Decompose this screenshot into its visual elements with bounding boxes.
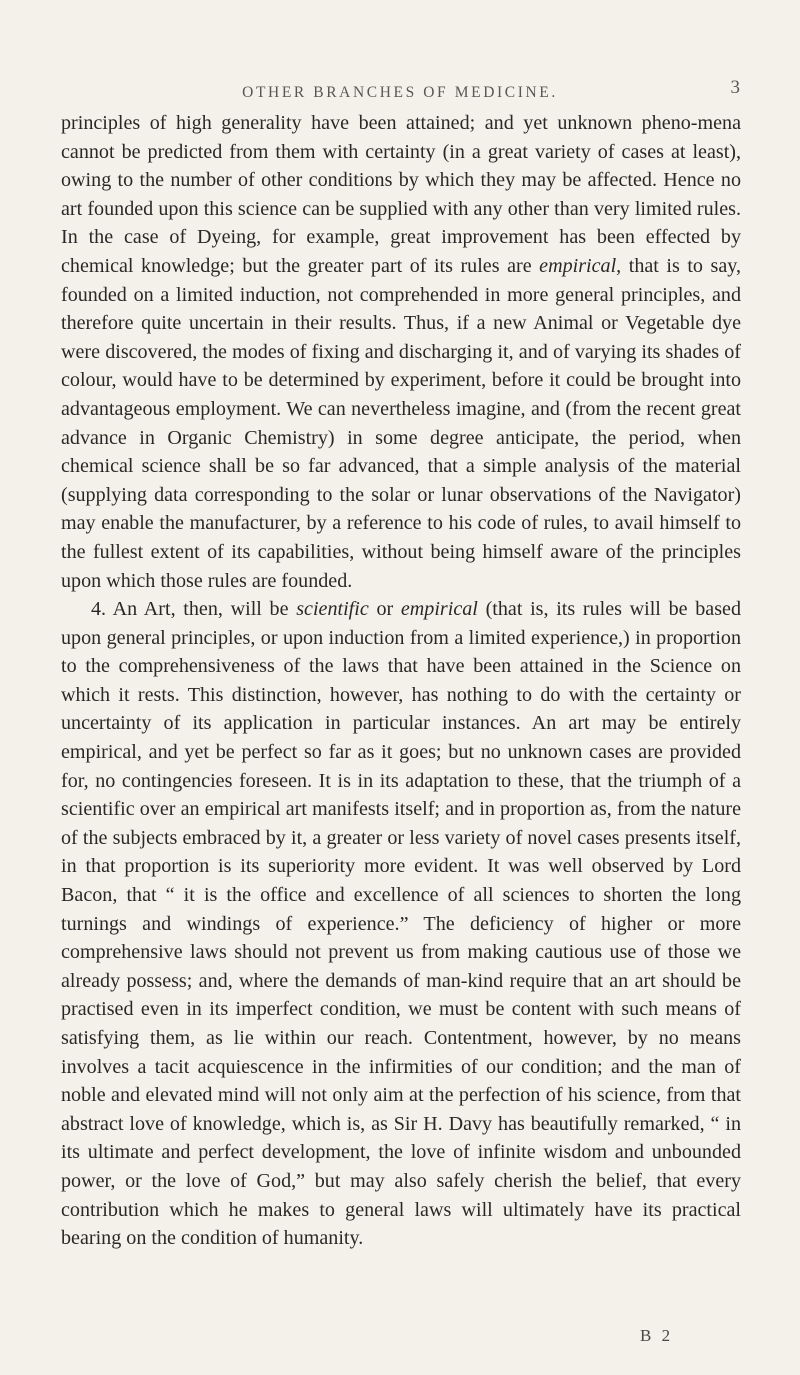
- page-number: 3: [730, 77, 740, 98]
- running-head: OTHER BRANCHES OF MEDICINE.: [242, 84, 558, 101]
- emphasis-scientific: scientific: [296, 598, 369, 621]
- paragraph-text: or: [368, 598, 401, 621]
- signature-mark: B 2: [640, 1326, 674, 1345]
- emphasis-empirical: empirical: [400, 598, 478, 621]
- paragraph-text: that is to say, founded on a limited induction, not comprehended in more general principles, and therefore quite uncertain in their results. Thus, if a new Animal or Vegetable dye were discovered, the modes of fixing and discharging it, and of varying its shades of colour, would have to be determined by experiment, before it could be brought into advantageous employment. We can nevertheless imagine, and (from the recent great advance in Organic Chemistry) in some degree anticipate, the period, when chemical science shall be so far advanced, that a simple analysis of the material (supplying data corresponding to the solar or lunar observations of the Navigator) may enable the manufacturer, by a reference to his code of rules, to avail himself to the fullest extent of its capabilities, without being himself aware of the principles upon which those rules are founded.: [61, 254, 742, 592]
- paragraph-text: principles of high generality have been attained; and yet unknown pheno-mena cannot be predicted from them with certainty (in a great variety of cases at least), owing to the number of other conditions by which they may be affected. Hence no art founded upon this science can be supplied with any other than very limited rules. In the case of Dyeing, for example, great improvement has been effected by chemical knowledge; but the greater part of its rules are: [61, 112, 741, 277]
- paragraph-text: 4. An Art, then, will be: [91, 598, 297, 621]
- paragraph-continued: [61, 109, 741, 595]
- emphasis-empirical: empirical,: [539, 254, 622, 277]
- body-text: [61, 109, 741, 1253]
- paragraph-text: (that is, its rules will be based upon general principles, or upon induction from a limited experience,) in proportion to the comprehensiveness of the laws that have been attained in the Science on which it rests. This distinction, however, has nothing to do with the certainty or uncertainty of its application in particular instances. An art may be entirely empirical, and yet be perfect so far as it goes; but no unknown cases are provided for, no contingencies foreseen. It is in its adaptation to these, that the triumph of a scientific over an empirical art manifests itself; and in proportion as, from the nature of the subjects embraced by it, a greater or less variety of novel cases presents itself, in that proportion is its superiority more evident. It was well observed by Lord Bacon, that “ it is the office and excellence of all sciences to shorten the long turnings and windings of experience.” The deficiency of higher or more comprehensive laws should not prevent us from making cautious use of those we already possess; and, where the demands of man-kind require that an art should be practised even in its imperfect condition, we must be content with such means of satisfying them, as lie within our reach. Contentment, however, by no means involves a tacit acquiescence in the infirmities of our condition; and the man of noble and elevated mind will not only aim at the perfection of his science, from that abstract love of knowledge, which is, as Sir H. Davy has beautifully remarked, “ in its ultimate and perfect development, the love of infinite wisdom and unbounded power, or the love of God,” but may also safely cherish the belief, that every contribution which he makes to general laws will ultimately have its practical bearing on the condition of humanity.: [61, 598, 741, 1250]
- paragraph-4: [61, 595, 741, 1253]
